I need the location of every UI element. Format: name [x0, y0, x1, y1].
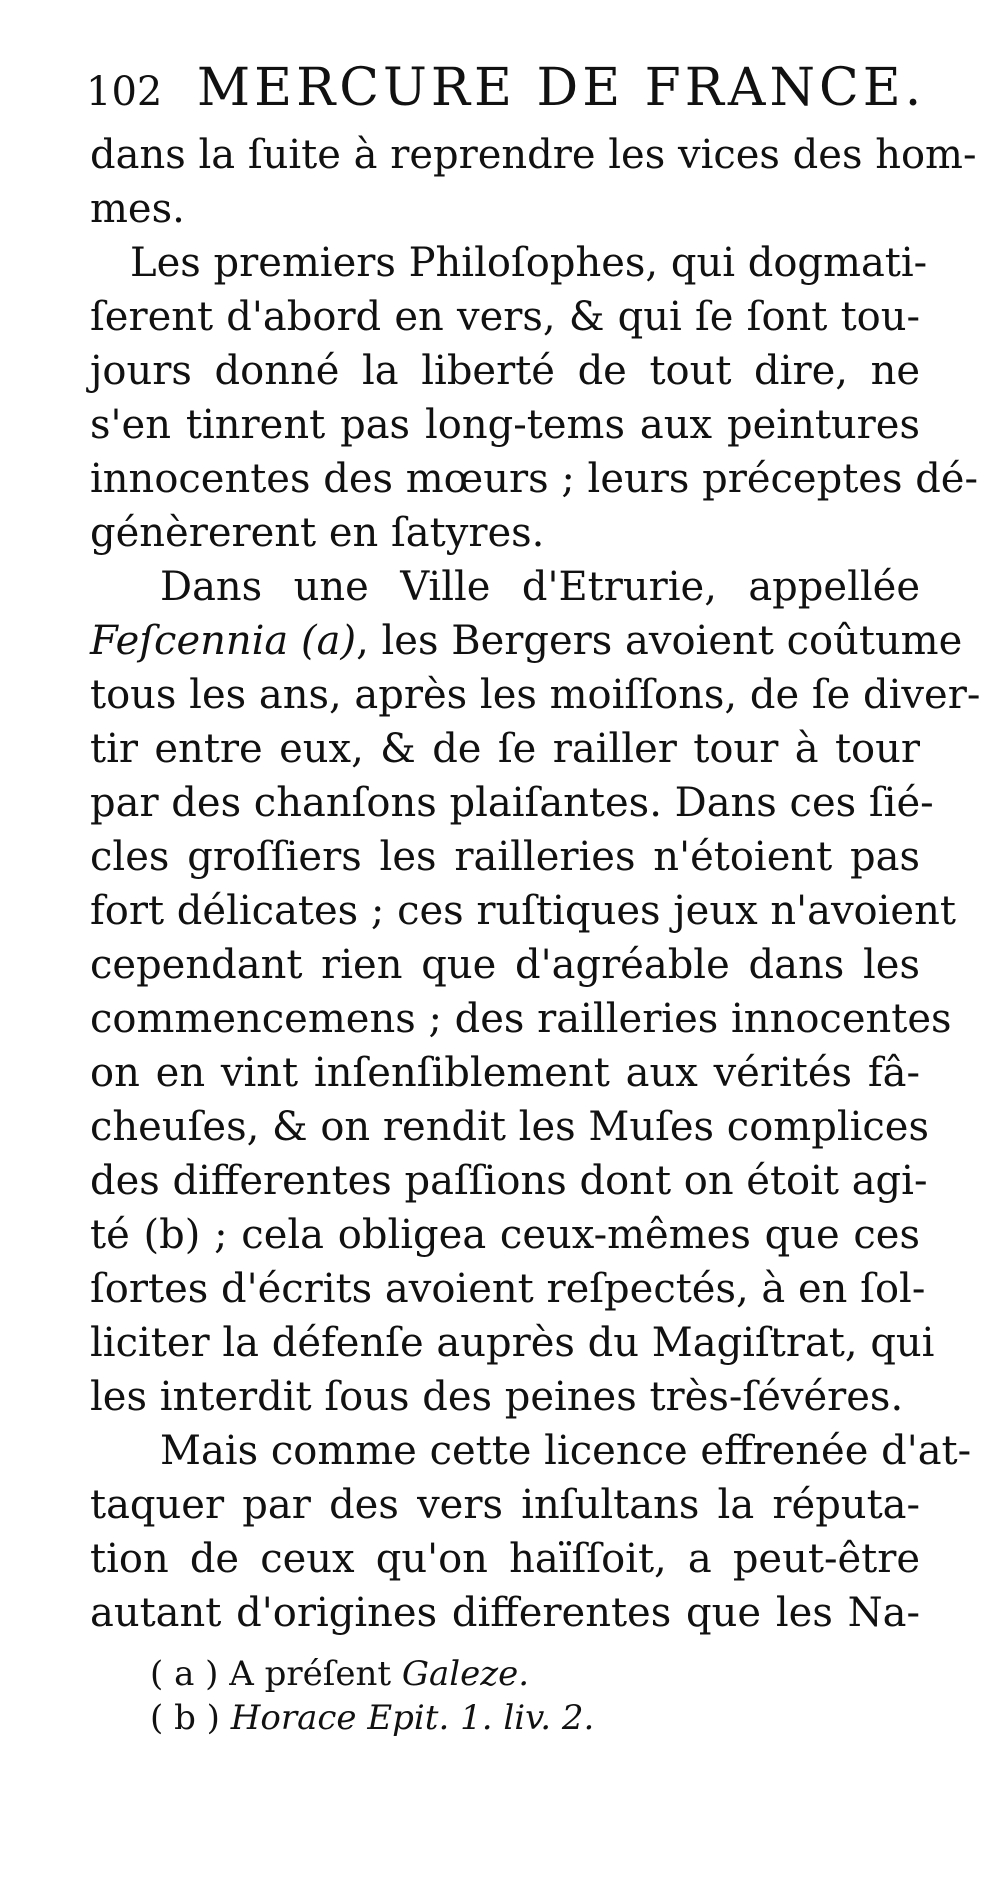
text-line: tion de ceux qu'on haïſſoit, a peut-être [90, 1536, 920, 1582]
footnote-mark: ( b ) [150, 1698, 220, 1738]
text-line: ſerent d'abord en vers, & qui ſe ſont tou- [90, 294, 920, 340]
text-line: tir entre eux, & de ſe railler tour à tour [90, 726, 920, 772]
page-number: 102 [86, 69, 163, 115]
footnote-b [150, 1696, 850, 1740]
text-line: Mais comme cette licence effrenée d'at- [160, 1428, 972, 1474]
text-line: innocentes des mœurs ; leurs préceptes dé- [90, 456, 978, 502]
text-line: Dans une Ville d'Etrurie, appellée [160, 564, 920, 610]
text-line: jours donné la liberté de tout dire, ne [90, 348, 920, 394]
text-line-rest: , les Bergers avoient coûtume [356, 618, 963, 664]
text-line: dans la ſuite à reprendre les vices des hom- [90, 132, 977, 178]
footnote-italic: Horace Epit. 1. liv. 2. [230, 1698, 595, 1738]
text-line: liciter la défenſe auprès du Magiſtrat, qui [90, 1320, 935, 1366]
running-header [86, 58, 926, 122]
text-line: s'en tinrent pas long-tems aux peintures [90, 402, 920, 448]
text-line: commencemens ; des railleries innocentes [90, 996, 952, 1042]
text-line: fort délicates ; ces ruſtiques jeux n'avoient [90, 888, 956, 934]
text-line-with-italic [90, 614, 963, 668]
text-line: Les premiers Philoſophes, qui dogmati- [130, 240, 928, 286]
text-line: ſortes d'écrits avoient reſpectés, à en ſol- [90, 1266, 926, 1312]
place-name-italic: Feſcennia (a) [90, 618, 357, 664]
text-line: on en vint inſenſiblement aux vérités fâ- [90, 1050, 920, 1096]
text-line: té (b) ; cela obligea ceux-mêmes que ces [90, 1212, 920, 1258]
text-line: par des chanſons plaiſantes. Dans ces ſié- [90, 780, 934, 826]
text-line: autant d'origines differentes que les Na- [90, 1590, 920, 1636]
footnote-text: A préſent [229, 1654, 391, 1694]
text-line: cependant rien que d'agréable dans les [90, 942, 920, 988]
text-line: génèrerent en ſatyres. [90, 510, 545, 556]
text-line: mes. [90, 186, 185, 232]
text-line: les interdit ſous des peines très-ſévéres. [90, 1374, 904, 1420]
text-line: taquer par des vers inſultans la réputa- [90, 1482, 920, 1528]
footnote-mark: ( a ) [150, 1654, 219, 1694]
footnote-italic: Galeze. [401, 1654, 530, 1694]
text-line: cles groſſiers les railleries n'étoient pas [90, 834, 920, 880]
running-title: MERCURE DE FRANCE. [196, 58, 926, 118]
text-line: des differentes paſſions dont on étoit agi- [90, 1158, 928, 1204]
text-line: cheuſes, & on rendit les Muſes complices [90, 1104, 930, 1150]
footnote-a [150, 1652, 850, 1696]
text-line: tous les ans, après les moiſſons, de ſe diver- [90, 672, 981, 718]
footnotes [150, 1652, 850, 1740]
body-text [90, 128, 981, 1640]
